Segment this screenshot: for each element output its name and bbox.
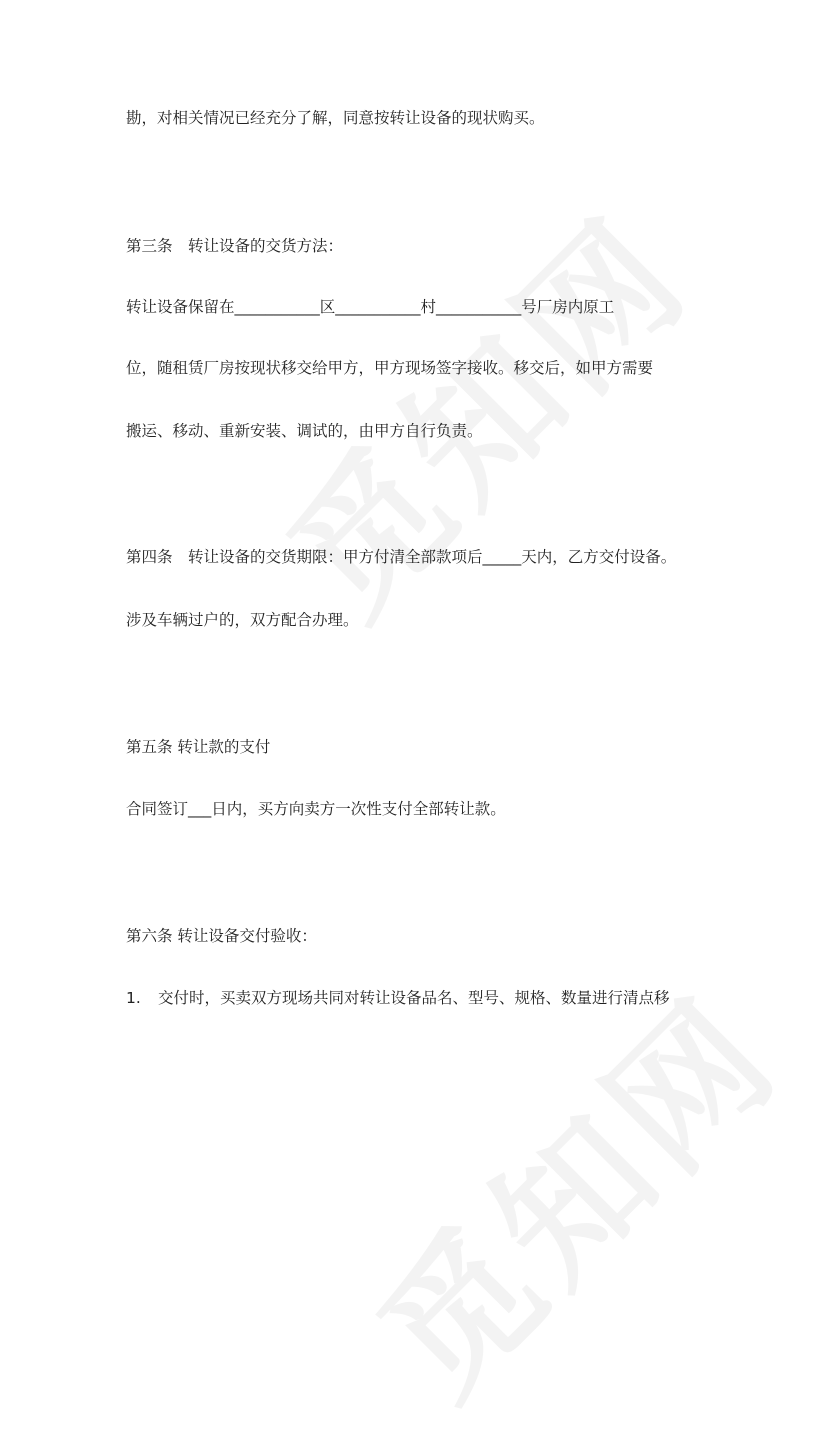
text-segment: 村 [420,298,437,316]
text-segment: 号厂房内原工 [521,298,615,316]
days-blank: ___ [188,800,212,818]
text-segment: 日内，买方向卖方一次性支付全部转让款。 [211,800,506,818]
district-blank: ___________ [234,298,320,316]
paragraph-line [126,798,506,820]
watermark-bottom [324,942,816,1434]
text-segment: 天内，乙方交付设备。 [521,548,677,566]
article-6-heading: 第六条 转让设备交付验收： [126,927,317,945]
list-number: 1. [126,989,141,1007]
article-3-heading: 第三条 转让设备的交货方法： [126,237,344,255]
village-blank: ___________ [335,298,421,316]
paragraph-line: 涉及车辆过户的，双方配合办理。 [126,611,359,629]
text-segment: 转让设备保留在 [126,298,235,316]
text-segment: 第四条 转让设备的交货期限：甲方付清全部款项后 [126,548,483,566]
paragraph-line: 勘，对相关情况已经充分了解，同意按转让设备的现状购买。 [126,109,545,127]
list-item-text: 交付时，买卖双方现场共同对转让设备品名、型号、规格、数量进行清点移 [158,989,670,1007]
article-5-heading: 第五条 转让款的支付 [126,738,271,756]
paragraph-line [126,296,614,318]
list-item [126,987,670,1009]
paragraph-line: 搬运、移动、重新安装、调试的，由甲方自行负责。 [126,422,483,440]
number-blank: ___________ [436,298,522,316]
days-blank: _____ [482,548,522,566]
text-segment: 区 [319,298,336,316]
text-segment: 合同签订 [126,800,189,818]
article-4-heading [126,546,676,568]
paragraph-line: 位，随租赁厂房按现状移交给甲方，甲方现场签字接收。移交后，如甲方需要 [126,359,654,377]
